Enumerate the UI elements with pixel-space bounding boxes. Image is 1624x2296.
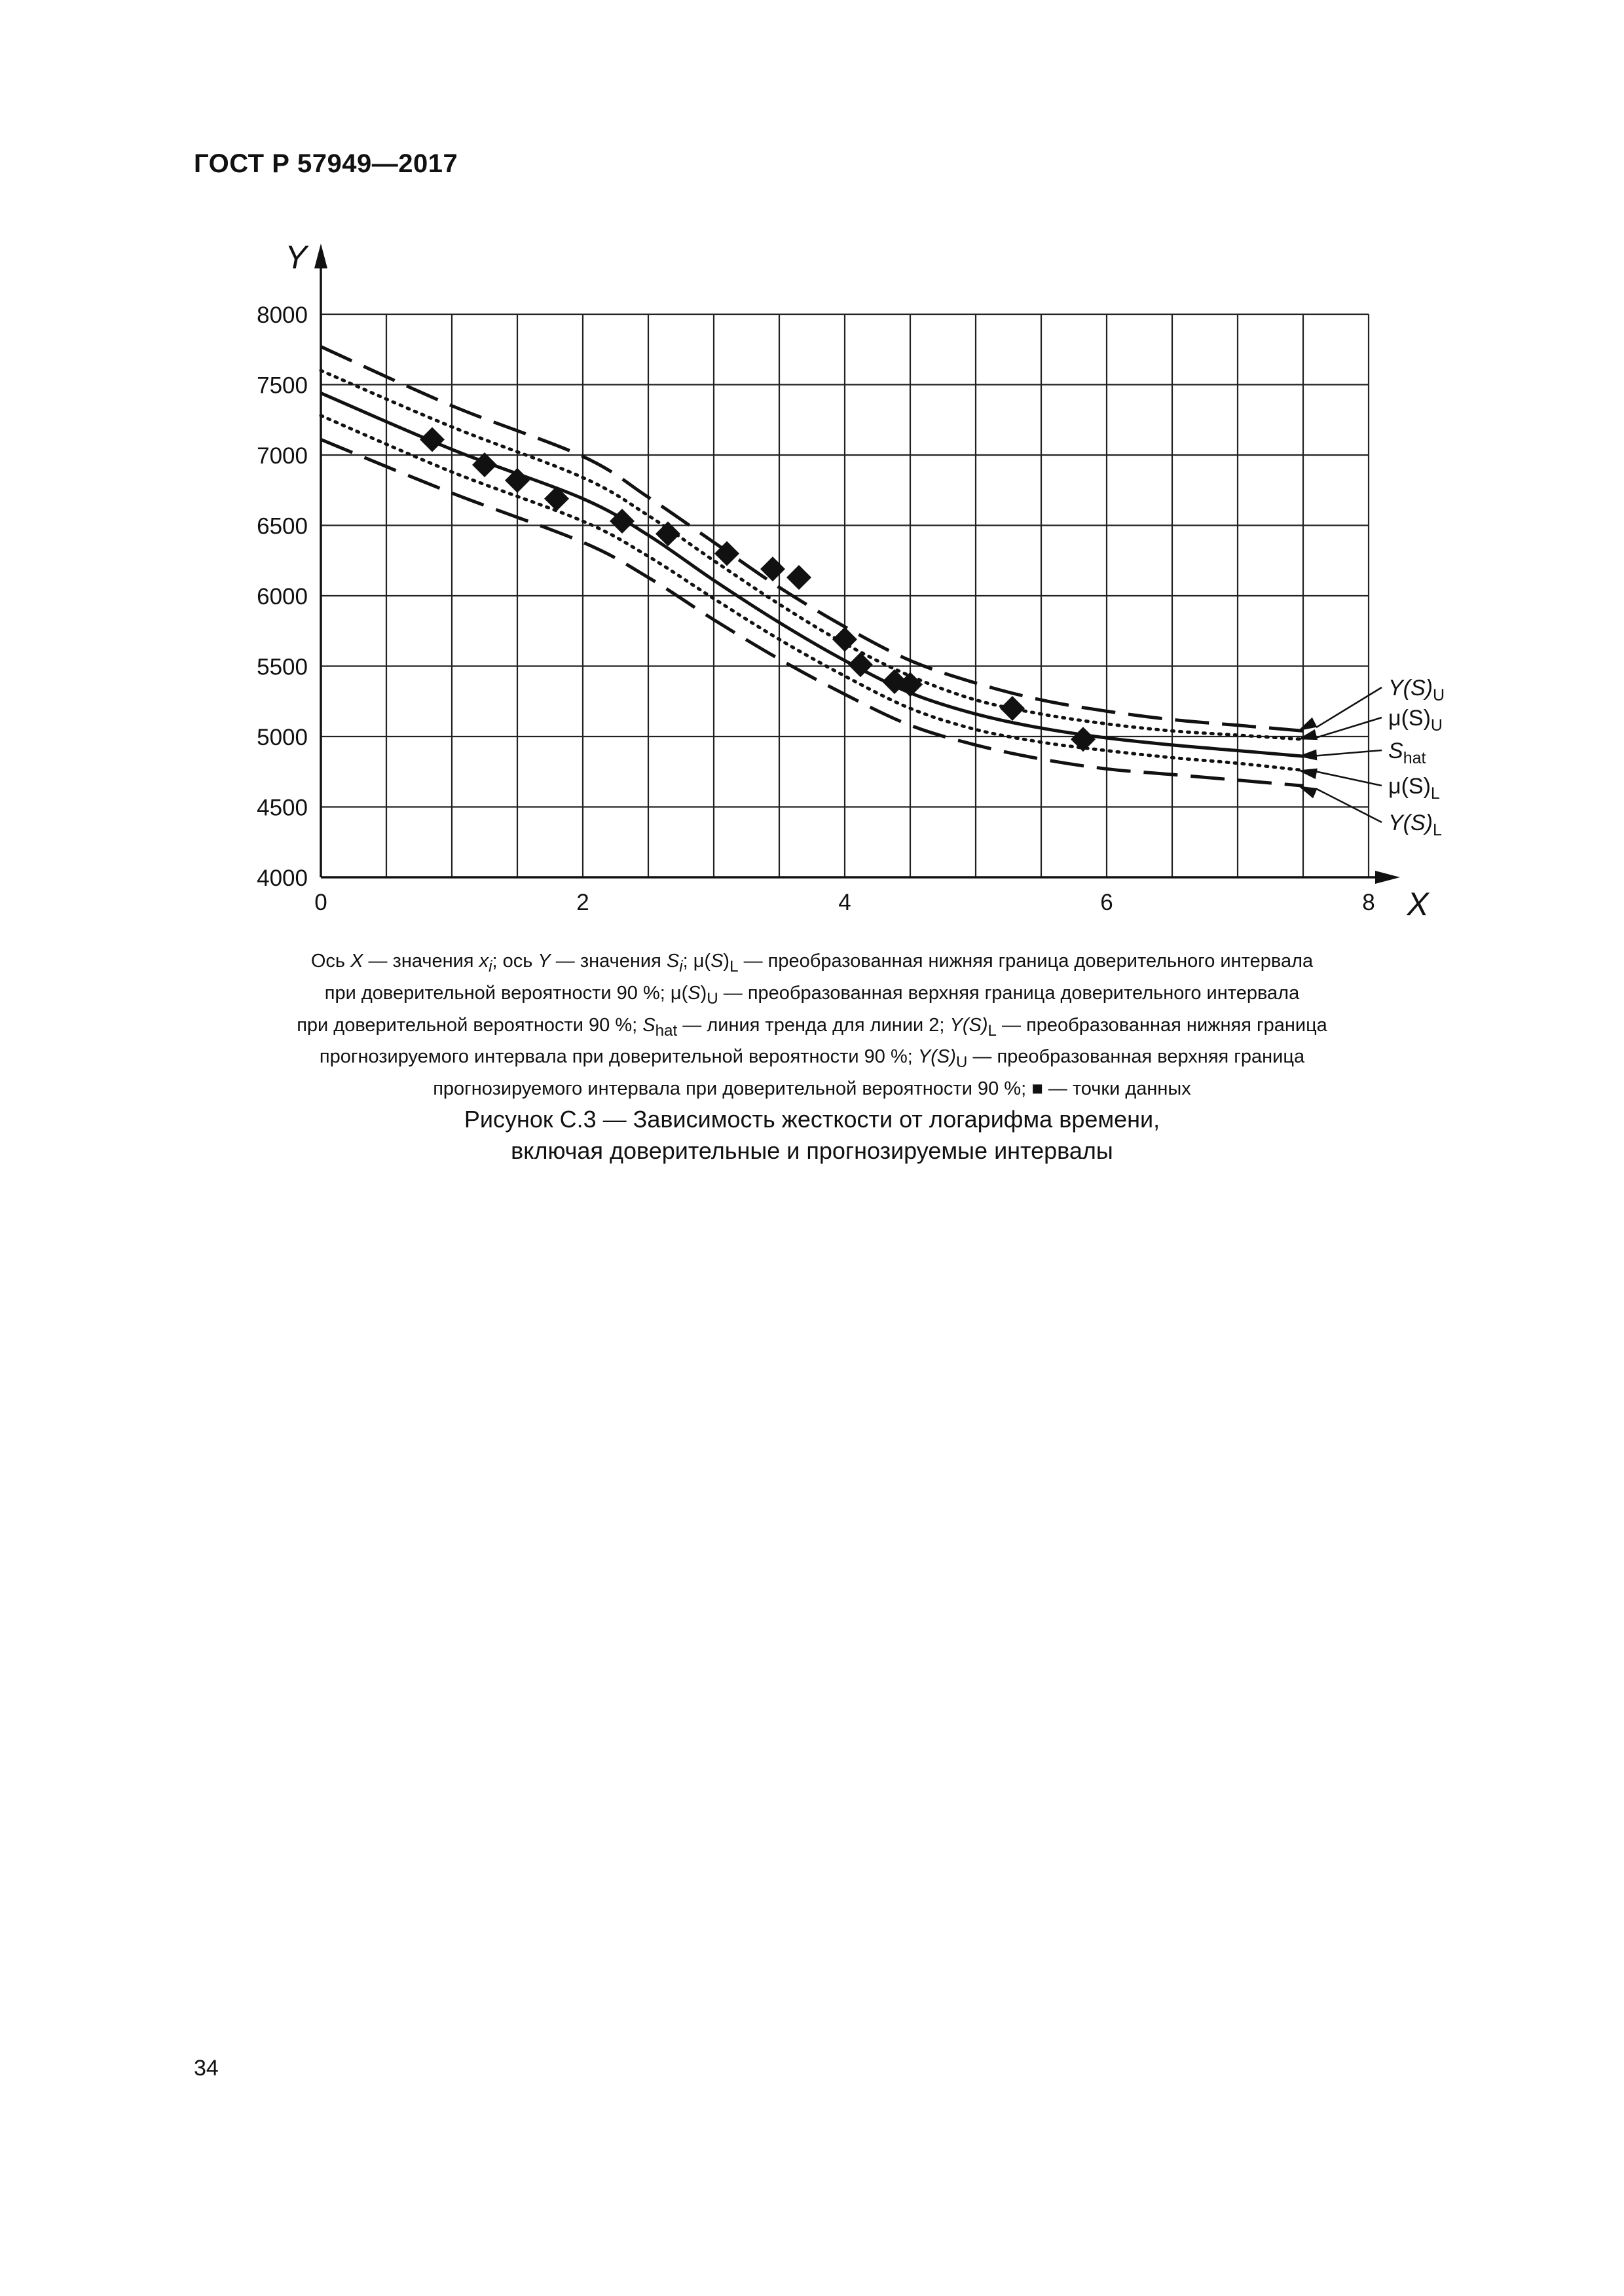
x-axis-arrow-icon [1375, 871, 1400, 884]
y-tick-label: 5500 [257, 654, 308, 680]
x-axis-label: X [1407, 886, 1429, 922]
page-number: 34 [194, 2056, 219, 2081]
series-line-3 [321, 393, 1303, 756]
leader-arrow-icon [1298, 769, 1318, 779]
data-point-diamond [898, 672, 923, 697]
legend-subscript: U [707, 989, 718, 1008]
data-point-diamond [1071, 727, 1096, 752]
legend-symbol: x [479, 951, 489, 972]
series-label: $Y(S)_L$ [1388, 811, 1442, 839]
legend-symbol: S [642, 1014, 655, 1036]
y-tick-label: 7000 [257, 443, 308, 469]
y-axis-label: Y [285, 239, 307, 276]
legend-symbol: Y(S) [917, 1046, 956, 1068]
legend-text: при доверительной вероятности 90 %; μ( [324, 982, 688, 1004]
x-tick-label: 2 [576, 890, 589, 915]
data-point-diamond [1000, 696, 1025, 721]
y-tick-label: 6000 [257, 584, 308, 610]
legend-subscript: U [955, 1053, 968, 1072]
legend-line-4 [249, 1044, 1375, 1076]
figure-legend [249, 948, 1375, 1102]
series-label: $S_{hat}$ [1388, 738, 1426, 767]
legend-text: ) [700, 982, 707, 1004]
legend-text: ; ось [492, 951, 538, 972]
y-tick-label: 6500 [257, 513, 308, 539]
legend-text: — точки данных [1043, 1078, 1191, 1100]
series-leader-line [1316, 771, 1382, 786]
y-tick-label: 7500 [257, 373, 308, 399]
legend-subscript: L [987, 1021, 997, 1040]
y-tick-label: 5000 [257, 725, 308, 750]
legend-subscript: i [489, 957, 492, 975]
x-tick-label: 4 [838, 890, 851, 915]
legend-line-5 [249, 1076, 1375, 1102]
legend-symbol: S [688, 982, 701, 1004]
legend-symbol: S [666, 951, 680, 972]
legend-text: при доверительной вероятности 90 %; [297, 1014, 643, 1036]
series-label: $\mu(S)_U$ [1388, 706, 1443, 735]
legend-subscript: i [679, 957, 683, 975]
figure-caption [249, 1104, 1375, 1167]
y-tick-label: 4000 [257, 866, 308, 891]
legend-text: ; μ( [682, 951, 711, 972]
y-tick-label: 8000 [257, 302, 308, 328]
legend-text: — преобразованная нижняя граница [996, 1014, 1327, 1036]
legend-line-1 [249, 948, 1375, 980]
legend-line-2 [249, 980, 1375, 1012]
series-line-2 [321, 371, 1303, 739]
series-label: $\mu(S)_L$ [1388, 774, 1440, 803]
legend-symbol: X [350, 951, 363, 972]
square-marker-icon: ■ [1031, 1078, 1043, 1100]
data-point-diamond [786, 565, 811, 590]
stiffness-chart [0, 0, 1624, 943]
legend-text: — значения [550, 951, 667, 972]
data-point-diamond [472, 452, 497, 477]
series-label: $Y(S)_U$ [1388, 676, 1445, 704]
legend-text: — линия тренда для линии 2; [677, 1014, 950, 1036]
leader-arrow-icon [1298, 718, 1317, 731]
y-tick-label: 4500 [257, 795, 308, 821]
chart-series-labels [1298, 676, 1445, 839]
caption-line-1: Рисунок С.3 — Зависимость жесткости от логарифма времени, [464, 1106, 1160, 1133]
document-header: ГОСТ Р 57949—2017 [194, 149, 458, 178]
series-leader-line [1316, 687, 1382, 727]
data-point-diamond [420, 427, 445, 452]
legend-symbol: S [710, 951, 724, 972]
legend-text: — преобразованная нижняя граница доверительного интервала [738, 951, 1314, 972]
y-axis-arrow-icon [314, 244, 327, 268]
legend-line-3 [249, 1012, 1375, 1044]
legend-text: прогнозируемого интервала при доверительной вероятности 90 %; [319, 1046, 918, 1068]
legend-text: — преобразованная верхняя граница доверительного интервала [718, 982, 1300, 1004]
x-tick-label: 6 [1100, 890, 1113, 915]
caption-line-2: включая доверительные и прогнозируемые интервалы [511, 1137, 1113, 1164]
chart-axes [257, 239, 1430, 922]
legend-text: прогнозируемого интервала при доверительной вероятности 90 %; [433, 1078, 1032, 1100]
x-tick-label: 8 [1362, 890, 1375, 915]
series-line-1 [321, 346, 1303, 731]
legend-text: ) [723, 951, 730, 972]
leader-arrow-icon [1298, 786, 1318, 798]
series-leader-line [1316, 789, 1382, 822]
legend-subscript: L [729, 957, 739, 975]
legend-subscript: hat [655, 1021, 678, 1040]
legend-text: Ось [310, 951, 351, 972]
series-leader-line [1316, 750, 1382, 756]
chart-grid [321, 314, 1369, 877]
chart-series [321, 346, 1303, 786]
legend-symbol: Y(S) [950, 1014, 988, 1036]
x-tick-label: 0 [314, 890, 327, 915]
legend-symbol: Y [538, 951, 551, 972]
data-point-diamond [832, 627, 857, 652]
legend-text: — преобразованная верхняя граница [967, 1046, 1305, 1068]
legend-text: — значения [363, 951, 479, 972]
series-line-5 [321, 439, 1303, 786]
